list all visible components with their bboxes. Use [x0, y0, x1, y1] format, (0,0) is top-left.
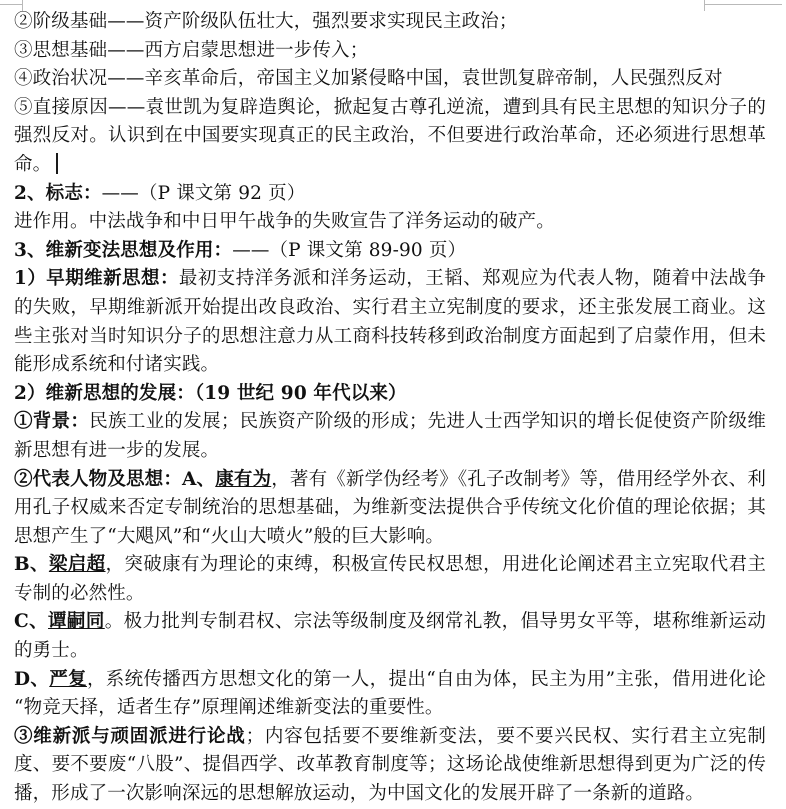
list-item-3-text: ③思想基础——西方启蒙思想进一步传入； [14, 39, 369, 61]
person-name-kangyouwei: 康有为 [215, 468, 272, 490]
paragraph-person-c-text: 。极力批判专制君权、宗法等级制度及纲常礼教，倡导男女平等，堪称维新运动的勇士。 [14, 611, 766, 662]
list-item-2 [14, 8, 766, 37]
heading-2-development-label: 2）维新思想的发展：（19 世纪 90 年代以来） [14, 382, 407, 404]
heading-3-weixin [14, 237, 766, 266]
document-body[interactable] [14, 8, 766, 809]
list-item-5-text: ⑤直接原因——袁世凯为复辟造舆论，掀起复古尊孔逆流，遭到具有民主思想的知识分子的强烈反对。认识到在中国要实现真正的民主政治，不但要进行政治革命，还必须进行思想革命。 [14, 96, 766, 175]
margin-mark-left-horizontal [0, 4, 22, 5]
list-item-2-text: ②阶级基础——资产阶级队伍壮大，强烈要求实现民主政治； [14, 11, 518, 32]
paragraph-representatives-label: ②代表人物及思想： [14, 468, 183, 490]
paragraph-person-d [14, 666, 766, 723]
paragraph-debate [14, 723, 766, 809]
paragraph-person-c [14, 608, 766, 665]
person-name-liangqichao: 梁启超 [48, 554, 106, 576]
heading-2-dash: —— [101, 182, 139, 204]
paragraph-early-weixin-text: 最初支持洋务派和洋务运动，王韬、郑观应为代表人物，随着中法战争的失败，早期维新派开始提出改良政治、实行君主立宪制度的要求，还主张发展工商业。这些主张对当时知识分子的思想注意力从工商科技转移到政治制度方面起到了启蒙作用，但未能形成系统和付诸实践。 [14, 268, 766, 376]
heading-2-label: 2、标志： [14, 182, 102, 204]
heading-2-development [14, 380, 766, 409]
paragraph-background-text: 民族工业的发展；民族资产阶级的形成；先进人士西学知识的增长促使资产阶级维新思想有进一步的发展。 [14, 411, 766, 461]
paragraph-person-b [14, 551, 766, 608]
paragraph-jinzuoyong-text: 进作用。中法战争和中日甲午战争的失败宣告了洋务运动的破产。 [14, 211, 555, 233]
list-item-5 [14, 94, 766, 180]
paragraph-early-weixin [14, 265, 766, 379]
text-caret [56, 153, 58, 174]
person-a-letter: A、 [182, 468, 216, 490]
paragraph-representatives-text: ，著有《新学伪经考》《孔子改制考》等，借用经学外衣、利用孔子权威来否定专制统治的思想基础，为维新变法提供合乎传统文化价值的理论依据；其思想产生了“大飓风”和“火山大喷火”般的巨大影响。 [14, 468, 767, 547]
heading-3-reference: （P 课文第 89-90 页） [269, 239, 467, 261]
heading-2-reference: （P 课文第 92 页） [138, 182, 306, 204]
paragraph-representatives [14, 466, 766, 552]
paragraph-jinzuoyong [14, 208, 766, 237]
person-b-letter: B、 [14, 554, 49, 576]
paragraph-early-weixin-label: 1）早期维新思想： [14, 268, 179, 290]
heading-2-biaozhi [14, 180, 766, 209]
paragraph-debate-label: ③维新派与顽固派进行论战 [14, 725, 246, 747]
heading-3-label: 3、维新变法思想及作用： [14, 239, 233, 261]
list-item-4 [14, 65, 766, 94]
person-c-letter: C、 [14, 611, 49, 633]
person-d-letter: D、 [14, 668, 50, 690]
heading-3-dash: —— [232, 239, 270, 261]
person-name-yanfu: 严复 [49, 668, 87, 690]
paragraph-background-label: ①背景： [14, 411, 90, 433]
paragraph-person-d-text: ，系统传播西方思想文化的第一人，提出“自由为体，民主为用”主张，借用进化论“物竞天择，适者生存”原理阐述维新变法的重要性。 [14, 668, 767, 719]
person-name-tansitong: 谭嗣同 [48, 611, 105, 633]
list-item-3 [14, 37, 766, 66]
paragraph-background [14, 408, 766, 465]
paragraph-debate-text: ；内容包括要不要维新变法，要不要兴民权、实行君主立宪制度、要不要废“八股”、提倡西学、改革教育制度等；这场论战使维新思想得到更为广泛的传播，形成了一次影响深远的思想解放运动，为中国文化的发展开辟了一条新的道路。 [14, 725, 766, 805]
margin-mark-right-horizontal [704, 4, 782, 5]
paragraph-person-b-text: ，突破康有为理论的束缚，积极宣传民权思想，用进化论阐述君主立宪取代君主专制的必然性。 [14, 554, 766, 604]
list-item-4-text: ④政治状况——辛亥革命后，帝国主义加紧侵略中国，袁世凯复辟帝制，人民强烈反对 [14, 68, 723, 90]
